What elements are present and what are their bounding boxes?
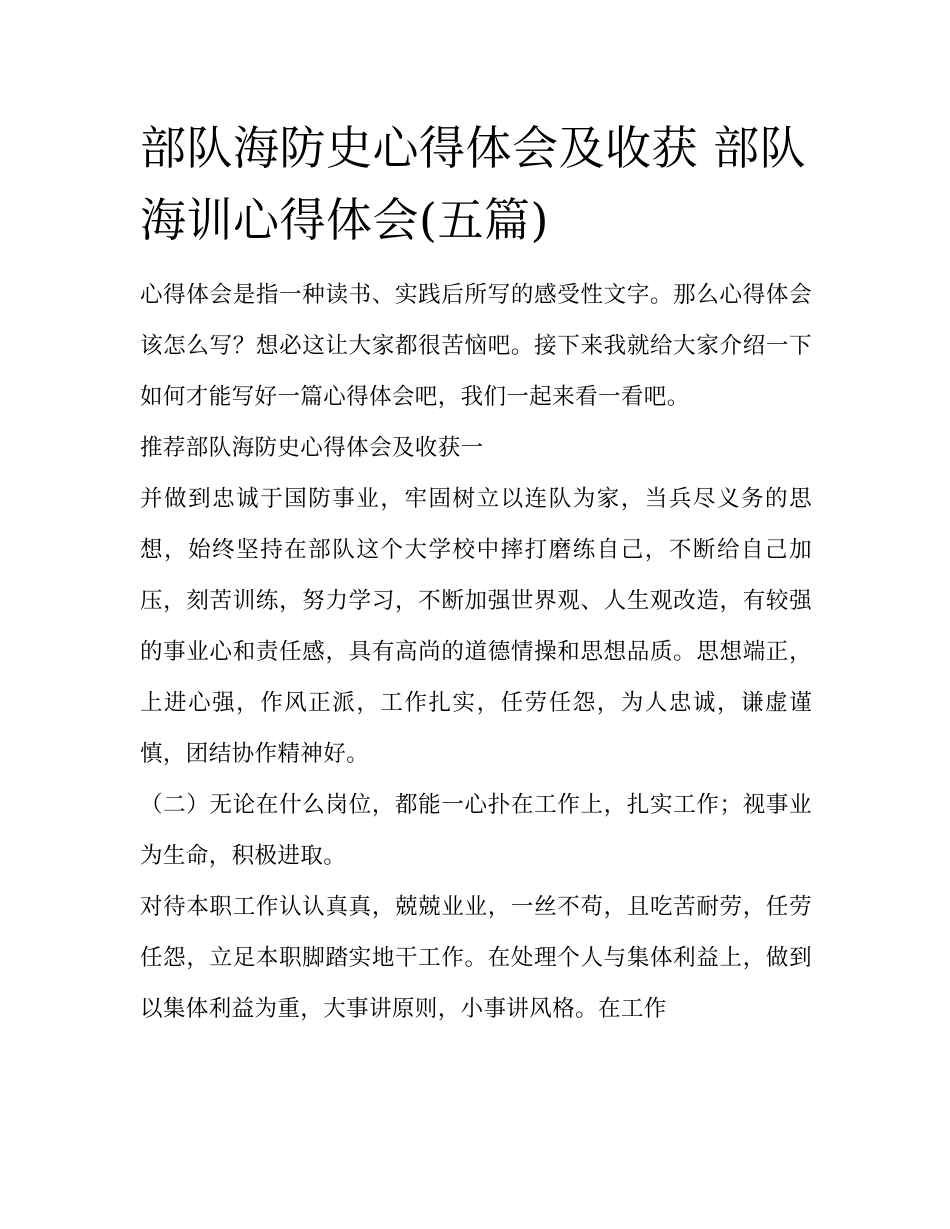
body-paragraph: 对待本职工作认认真真，兢兢业业，一丝不苟，且吃苦耐劳，任劳任怨，立足本职脚踏实地干工作。在处理个人与集体利益上，做到以集体利益为重，大事讲原则，小事讲风格。在工作 xyxy=(140,894,812,1022)
document-page xyxy=(140,112,812,1035)
document-title: 部队海防史心得体会及收获 部队海训心得体会(五篇) xyxy=(140,121,807,247)
intro-paragraph: 心得体会是指一种读书、实践后所写的感受性文字。那么心得体会该怎么写？想必这让大家都很苦恼吧。接下来我就给大家介绍一下如何才能写好一篇心得体会吧，我们一起来看一看吧。 xyxy=(140,282,812,410)
body-paragraph: （二）无论在什么岗位，都能一心扑在工作上，扎实工作；视事业为生命，积极进取。 xyxy=(140,792,812,869)
body-paragraph: 并做到忠诚于国防事业，牢固树立以连队为家，当兵尽义务的思想，始终坚持在部队这个大学校中摔打磨练自己，不断给自己加压，刻苦训练，努力学习，不断加强世界观、人生观改造，有较强的事业心和责任感，具有高尚的道德情操和思想品质。思想端正，上进心强，作风正派，工作扎实，任劳任怨，为人忠诚，谦虚谨慎，团结协作精神好。 xyxy=(140,486,812,767)
section-heading: 推荐部队海防史心得体会及收获一 xyxy=(140,435,484,461)
